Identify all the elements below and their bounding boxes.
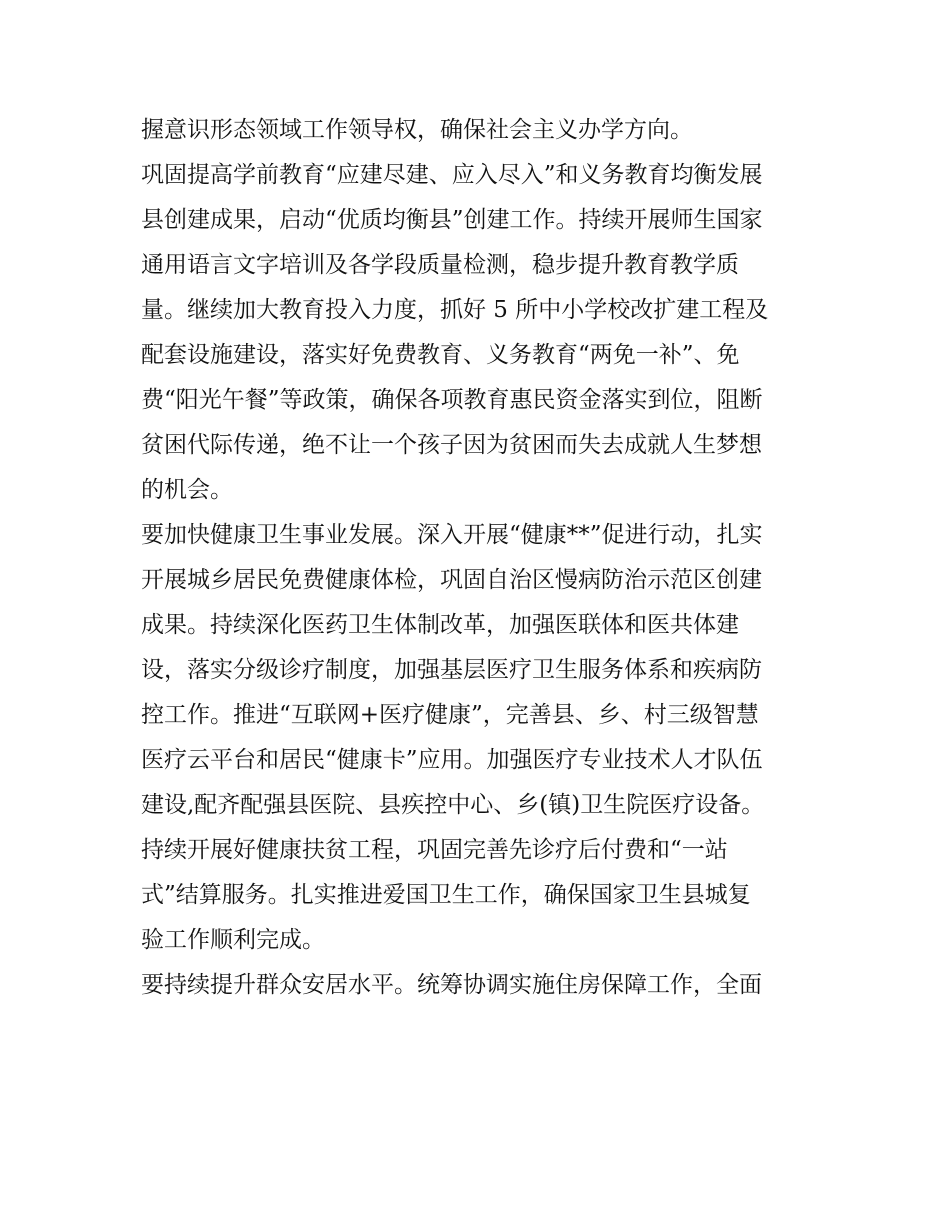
text-line: 的机会。 <box>141 477 233 503</box>
text-line: 控工作。推进“互联网+医疗健康”，完善县、乡、村三级智慧 <box>141 702 759 728</box>
text-line: 通用语言文字培训及各学段质量检测，稳步提升教育教学质 <box>141 252 739 278</box>
text-line: 验工作顺利完成。 <box>141 927 325 953</box>
text-line: 巩固提高学前教育“应建尽建、应入尽入”和义务教育均衡发展 <box>141 162 763 188</box>
body-text <box>141 108 821 1008</box>
text-line: 握意识形态领域工作领导权，确保社会主义办学方向。 <box>141 117 693 143</box>
text-line: 配套设施建设，落实好免费教育、义务教育“两免一补”、免 <box>141 342 740 368</box>
text-line: 开展城乡居民免费健康体检，巩固自治区慢病防治示范区创建 <box>141 567 762 593</box>
text-line: 式”结算服务。扎实推进爱国卫生工作，确保国家卫生县城复 <box>141 882 751 908</box>
text-line: 要加快健康卫生事业发展。深入开展“健康**”促进行动，扎实 <box>141 522 763 548</box>
text-line: 持续开展好健康扶贫工程，巩固完善先诊疗后付费和“一站 <box>141 837 728 863</box>
text-line: 要持续提升群众安居水平。统筹协调实施住房保障工作，全面 <box>141 972 762 998</box>
text-line: 费“阳光午餐”等政策，确保各项教育惠民资金落实到位，阻断 <box>141 387 763 413</box>
text-line: 建设,配齐配强县医院、县疾控中心、乡(镇)卫生院医疗设备。 <box>141 792 765 818</box>
text-line: 县创建成果，启动“优质均衡县”创建工作。持续开展师生国家 <box>141 207 763 233</box>
text-line: 成果。持续深化医药卫生体制改革，加强医联体和医共体建 <box>141 612 739 638</box>
text-line: 设，落实分级诊疗制度，加强基层医疗卫生服务体系和疾病防 <box>141 657 762 683</box>
text-line: 贫困代际传递，绝不让一个孩子因为贫困而失去成就人生梦想 <box>141 432 762 458</box>
text-line: 医疗云平台和居民“健康卡”应用。加强医疗专业技术人才队伍 <box>141 747 763 773</box>
text-line: 量。继续加大教育投入力度，抓好 5 所中小学校改扩建工程及 <box>141 297 769 323</box>
